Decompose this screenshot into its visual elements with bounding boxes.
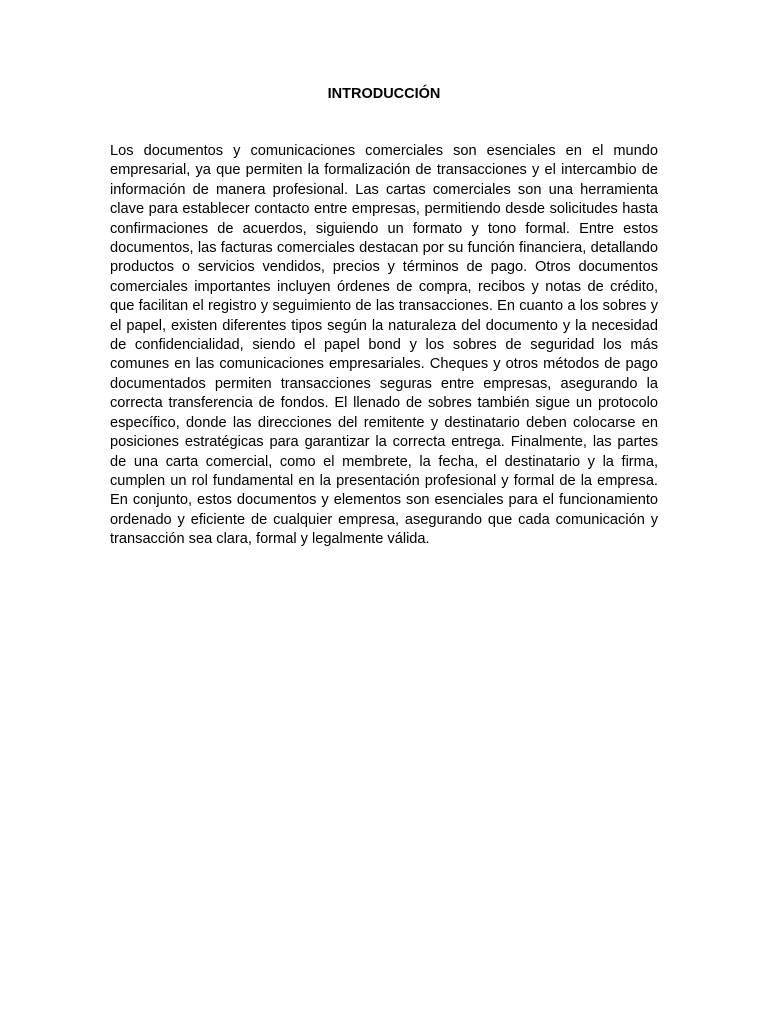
body-paragraph: Los documentos y comunicaciones comerciales son esenciales en el mundo empresarial, ya que permiten la formalización de transacciones y el intercambio de información de manera profesional. Las cartas comerciales son una herramienta clave para establecer contacto entre empresas, permitiendo desde solicitudes hasta confirmaciones de acuerdos, siguiendo un formato y tono formal. Entre estos documentos, las facturas comerciales destacan por su función financiera, detallando productos o servicios vendidos, precios y términos de pago. Otros documentos comerciales importantes incluyen órdenes de compra, recibos y notas de crédito, que facilitan el registro y seguimiento de las transacciones. En cuanto a los sobres y el papel, existen diferentes tipos según la naturaleza del documento y la necesidad de confidencialidad, siendo el papel bond y los sobres de seguridad los más comunes en las comunicaciones empresariales. Cheques y otros métodos de pago documentados permiten transacciones seguras entre empresas, asegurando la correcta transferencia de fondos. El llenado de sobres también sigue un protocolo específico, donde las direcciones del remitente y destinatario deben colocarse en posiciones estratégicas para garantizar la correcta entrega. Finalmente, las partes de una carta comercial, como el membrete, la fecha, el destinatario y la firma, cumplen un rol fundamental en la presentación profesional y formal de la empresa. En conjunto, estos documentos y elementos son esenciales para el funcionamiento ordenado y eficiente de cualquier empresa, asegurando que cada comunicación y transacción sea clara, formal y legalmente válida. bbox=[110, 143, 658, 548]
document-title: INTRODUCCIÓN bbox=[327, 86, 441, 102]
